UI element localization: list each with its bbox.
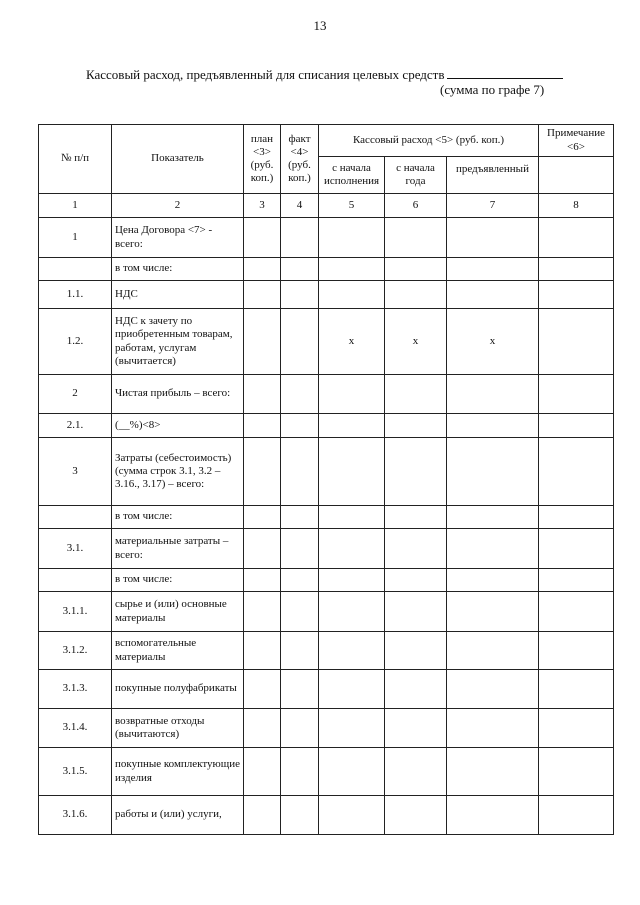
presented-cell: [447, 258, 539, 281]
row-label: Затраты (себестоимость) (сумма строк 3.1, 3.2 – 3.16., 3.17) – всего:: [112, 438, 244, 506]
table-row: [39, 709, 614, 748]
note-cell: [539, 796, 614, 835]
row-label: НДС: [112, 281, 244, 309]
plan-cell: [244, 218, 281, 258]
presented-cell: x: [447, 309, 539, 375]
presented-cell: [447, 632, 539, 670]
from-start-cell: [319, 796, 385, 835]
fact-cell: [281, 438, 319, 506]
col-presented-header: предъявленный: [447, 157, 539, 194]
plan-cell: [244, 281, 281, 309]
fact-cell: [281, 281, 319, 309]
from-start-cell: [319, 281, 385, 309]
col-number: 3: [244, 194, 281, 218]
from-year-cell: x: [385, 309, 447, 375]
presented-cell: [447, 709, 539, 748]
from-year-cell: [385, 748, 447, 796]
from-start-cell: [319, 258, 385, 281]
table-row: [39, 569, 614, 592]
row-label: сырье и (или) основные материалы: [112, 592, 244, 632]
from-year-cell: [385, 438, 447, 506]
table-row: [39, 506, 614, 529]
row-number: 1: [39, 218, 112, 258]
from-year-cell: [385, 258, 447, 281]
row-label: в том числе:: [112, 569, 244, 592]
fact-cell: [281, 529, 319, 569]
row-label: возвратные отходы (вычитаются): [112, 709, 244, 748]
note-cell: [539, 218, 614, 258]
fact-cell: [281, 506, 319, 529]
fact-cell: [281, 632, 319, 670]
row-number: 1.2.: [39, 309, 112, 375]
column-numbers-row: [39, 194, 614, 218]
from-start-cell: x: [319, 309, 385, 375]
from-year-cell: [385, 218, 447, 258]
from-year-cell: [385, 414, 447, 438]
plan-cell: [244, 709, 281, 748]
fact-cell: [281, 309, 319, 375]
table-row: [39, 796, 614, 835]
plan-cell: [244, 506, 281, 529]
table-row: [39, 529, 614, 569]
row-label: вспомогательные материалы: [112, 632, 244, 670]
note-cell: [539, 506, 614, 529]
row-label: покупные полуфабрикаты: [112, 670, 244, 709]
plan-cell: [244, 569, 281, 592]
row-label: (__%)<8>: [112, 414, 244, 438]
from-year-cell: [385, 569, 447, 592]
from-start-cell: [319, 632, 385, 670]
plan-cell: [244, 748, 281, 796]
from-start-cell: [319, 529, 385, 569]
plan-cell: [244, 796, 281, 835]
table-row: [39, 218, 614, 258]
presented-cell: [447, 375, 539, 414]
col-indicator-header: Показатель: [112, 125, 244, 194]
row-label: в том числе:: [112, 258, 244, 281]
presented-cell: [447, 438, 539, 506]
note-cell: [539, 569, 614, 592]
table-row: [39, 414, 614, 438]
col-number: 7: [447, 194, 539, 218]
from-start-cell: [319, 218, 385, 258]
row-number: 3: [39, 438, 112, 506]
row-number: 2: [39, 375, 112, 414]
row-number: 3.1.2.: [39, 632, 112, 670]
presented-cell: [447, 796, 539, 835]
plan-cell: [244, 632, 281, 670]
fact-cell: [281, 375, 319, 414]
from-start-cell: [319, 414, 385, 438]
fact-cell: [281, 670, 319, 709]
table-row: [39, 592, 614, 632]
from-year-cell: [385, 709, 447, 748]
from-year-cell: [385, 592, 447, 632]
row-label: материальные затраты – всего:: [112, 529, 244, 569]
presented-cell: [447, 592, 539, 632]
note-cell: [539, 281, 614, 309]
from-start-cell: [319, 375, 385, 414]
col-from-start-header: с начала исполнения: [319, 157, 385, 194]
from-start-cell: [319, 438, 385, 506]
fact-cell: [281, 748, 319, 796]
row-label: работы и (или) услуги,: [112, 796, 244, 835]
presented-cell: [447, 281, 539, 309]
presented-cell: [447, 569, 539, 592]
from-year-cell: [385, 375, 447, 414]
col-note-header: Примечание <6>: [539, 125, 614, 157]
row-label: Чистая прибыль – всего:: [112, 375, 244, 414]
fact-cell: [281, 592, 319, 632]
col-number: 5: [319, 194, 385, 218]
plan-cell: [244, 592, 281, 632]
table-row: [39, 438, 614, 506]
note-cell: [539, 632, 614, 670]
row-number: [39, 258, 112, 281]
col-plan-header: план <3> (руб. коп.): [244, 125, 281, 194]
col-number: 4: [281, 194, 319, 218]
fact-cell: [281, 258, 319, 281]
fact-cell: [281, 709, 319, 748]
from-year-cell: [385, 281, 447, 309]
presented-cell: [447, 218, 539, 258]
from-start-cell: [319, 748, 385, 796]
header-blank-line: [447, 66, 563, 79]
presented-cell: [447, 748, 539, 796]
note-cell: [539, 529, 614, 569]
col-number: 6: [385, 194, 447, 218]
presented-cell: [447, 414, 539, 438]
fact-cell: [281, 218, 319, 258]
presented-cell: [447, 506, 539, 529]
from-year-cell: [385, 506, 447, 529]
table-row: [39, 258, 614, 281]
table-row: [39, 748, 614, 796]
from-year-cell: [385, 529, 447, 569]
note-cell: [539, 258, 614, 281]
from-year-cell: [385, 632, 447, 670]
presented-cell: [447, 529, 539, 569]
note-cell: [539, 670, 614, 709]
fact-cell: [281, 796, 319, 835]
row-number: 1.1.: [39, 281, 112, 309]
header-title: [86, 66, 563, 83]
row-number: [39, 506, 112, 529]
note-cell: [539, 709, 614, 748]
from-start-cell: [319, 670, 385, 709]
plan-cell: [244, 309, 281, 375]
header-row-1: [39, 125, 614, 157]
plan-cell: [244, 529, 281, 569]
row-label: Цена Договора <7> - всего:: [112, 218, 244, 258]
row-number: [39, 569, 112, 592]
from-year-cell: [385, 796, 447, 835]
fact-cell: [281, 569, 319, 592]
col-number: 1: [39, 194, 112, 218]
note-cell: [539, 438, 614, 506]
col-number: 2: [112, 194, 244, 218]
row-number: 3.1.3.: [39, 670, 112, 709]
plan-cell: [244, 670, 281, 709]
from-year-cell: [385, 670, 447, 709]
row-number: 2.1.: [39, 414, 112, 438]
row-number: 3.1.6.: [39, 796, 112, 835]
header-title-text: Кассовый расход, предъявленный для списания целевых средств: [86, 67, 445, 82]
table-row: [39, 309, 614, 375]
note-cell: [539, 748, 614, 796]
plan-cell: [244, 258, 281, 281]
table-row: [39, 632, 614, 670]
col-from-year-header: с начала года: [385, 157, 447, 194]
table-row: [39, 375, 614, 414]
note-cell: [539, 375, 614, 414]
row-label: в том числе:: [112, 506, 244, 529]
header-subtitle: (сумма по графе 7): [440, 82, 545, 97]
col-note-sub: [539, 157, 614, 194]
col-num-header: № п/п: [39, 125, 112, 194]
fact-cell: [281, 414, 319, 438]
from-start-cell: [319, 592, 385, 632]
table-row: [39, 281, 614, 309]
plan-cell: [244, 375, 281, 414]
plan-cell: [244, 438, 281, 506]
from-start-cell: [319, 506, 385, 529]
table-row: [39, 670, 614, 709]
col-cash-header: Кассовый расход <5> (руб. коп.): [319, 125, 539, 157]
row-label: НДС к зачету по приобретенным товарам, работам, услугам (вычитается): [112, 309, 244, 375]
page-number: 13: [313, 18, 327, 33]
row-number: 3.1.5.: [39, 748, 112, 796]
row-label: покупные комплектующие изделия: [112, 748, 244, 796]
row-number: 3.1.1.: [39, 592, 112, 632]
presented-cell: [447, 670, 539, 709]
plan-cell: [244, 414, 281, 438]
note-cell: [539, 309, 614, 375]
note-cell: [539, 592, 614, 632]
row-number: 3.1.4.: [39, 709, 112, 748]
col-fact-header: факт <4> (руб. коп.): [281, 125, 319, 194]
from-start-cell: [319, 709, 385, 748]
col-number: 8: [539, 194, 614, 218]
note-cell: [539, 414, 614, 438]
row-number: 3.1.: [39, 529, 112, 569]
report-table: [38, 124, 614, 835]
from-start-cell: [319, 569, 385, 592]
